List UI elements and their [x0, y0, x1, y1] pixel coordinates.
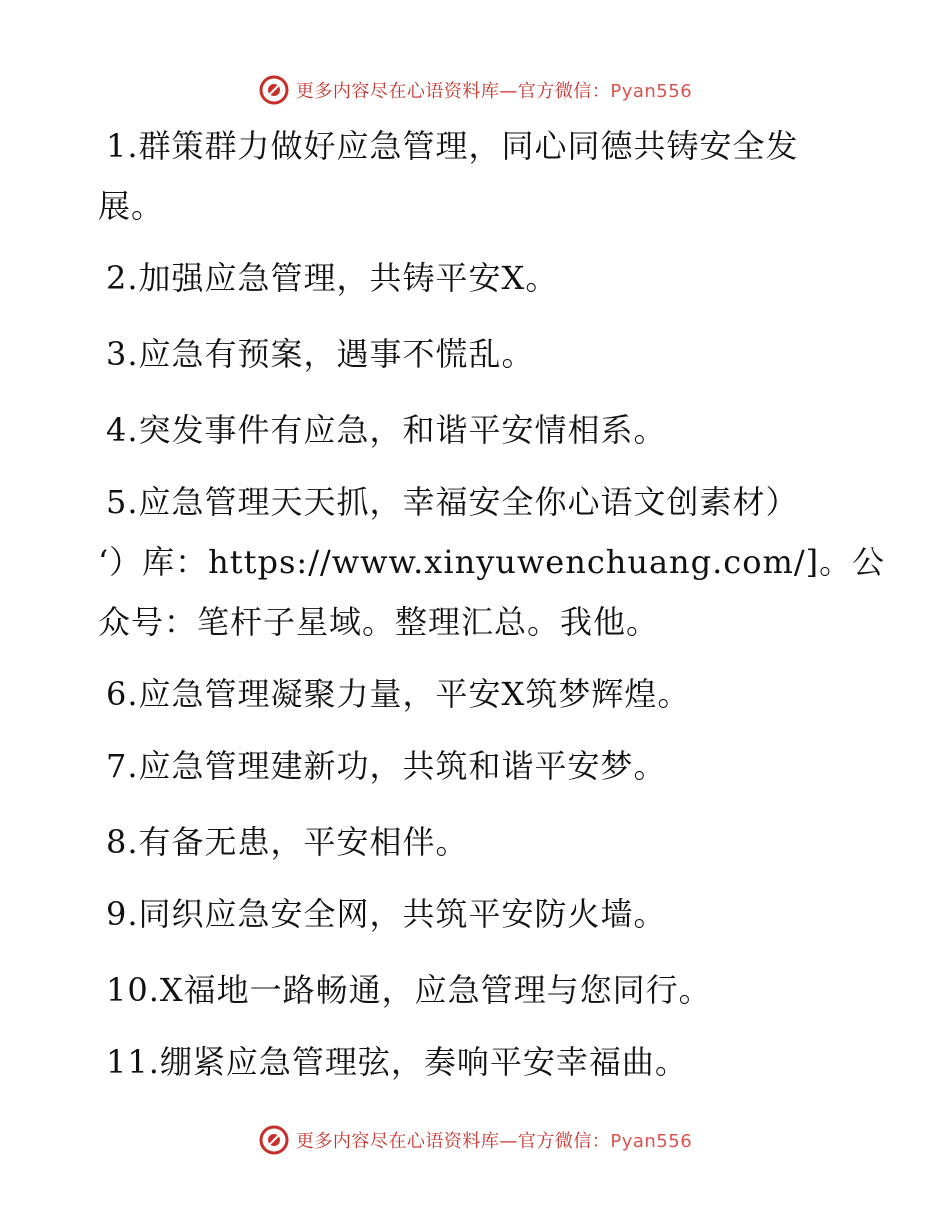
text-line-7: ‘）库：https://www.xinyuwenchuang.com/]。公 — [98, 543, 886, 581]
text-line-13: 10.X福地一路畅通，应急管理与您同行。 — [106, 971, 712, 1009]
text-line-12: 9.同织应急安全网，共筑平安防火墙。 — [106, 895, 667, 933]
text-line-8: 众号：笔杆子星域。整理汇总。我他。 — [98, 603, 660, 641]
text-line-14: 11.绷紧应急管理弦，奏响平安幸福曲。 — [106, 1043, 688, 1081]
footer-brand-text — [296, 1127, 692, 1153]
footer-banner — [0, 1122, 950, 1158]
text-line-10: 7.应急管理建新功，共筑和谐平安梦。 — [106, 747, 667, 785]
text-line-1: 1.群策群力做好应急管理，同心同德共铸安全发 — [106, 127, 799, 165]
text-line-2: 展。 — [98, 187, 165, 225]
header-handle: Pyan556 — [610, 81, 693, 102]
text-line-9: 6.应急管理凝聚力量，平安X筑梦辉煌。 — [106, 675, 691, 713]
text-line-4: 3.应急有预案，遇事不慌乱。 — [106, 335, 535, 373]
text-line-11: 8.有备无患，平安相伴。 — [106, 823, 469, 861]
text-line-3: 2.加强应急管理，共铸平安X。 — [106, 259, 559, 297]
footer-brand-label: 更多内容尽在心语资料库—官方微信： — [295, 1131, 611, 1152]
footer-handle: Pyan556 — [610, 1131, 693, 1152]
header-brand-label: 更多内容尽在心语资料库—官方微信： — [295, 81, 611, 102]
text-line-6: 5.应急管理天天抓，幸福安全你心语文创素材） — [106, 483, 799, 521]
text-line-5: 4.突发事件有应急，和谐平安情相系。 — [106, 411, 667, 449]
brand-logo-icon — [258, 1124, 290, 1156]
